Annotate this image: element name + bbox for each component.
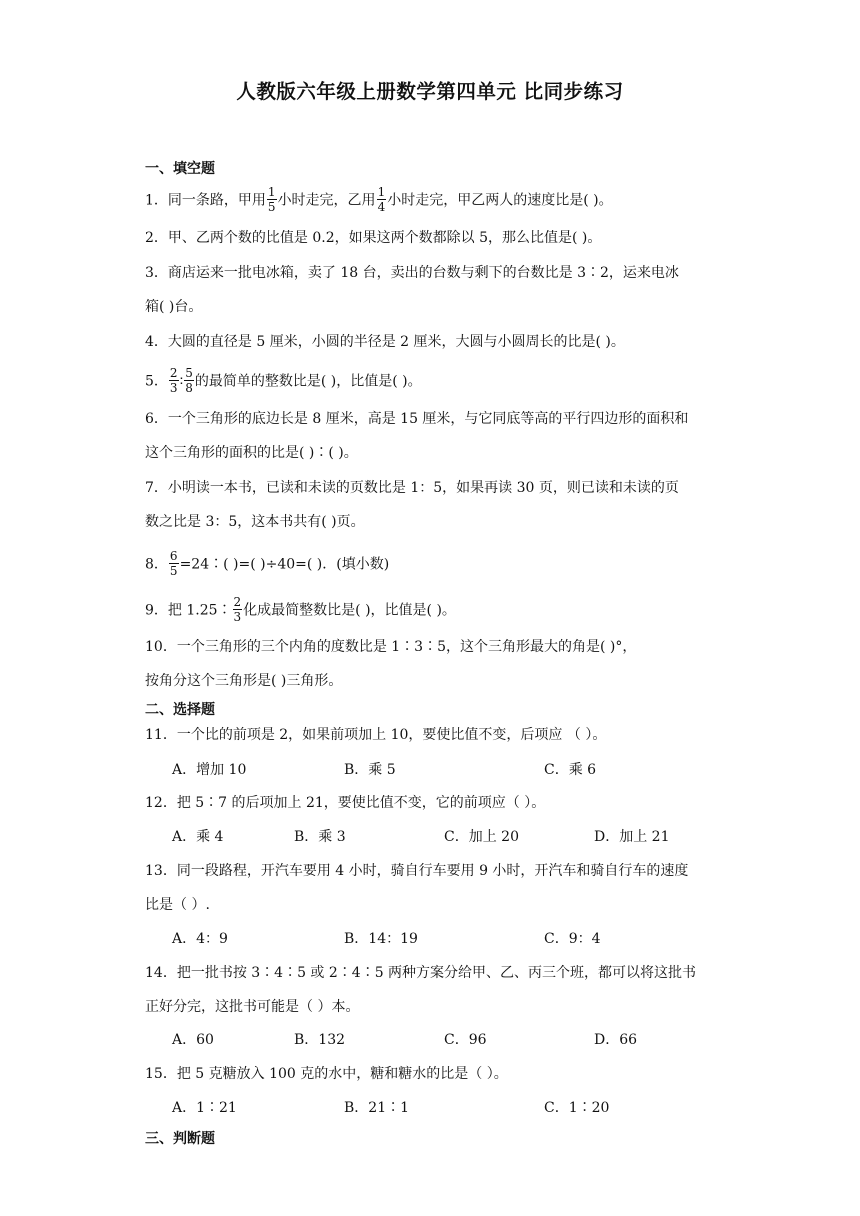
q12-option-b[interactable]: B．乘 3 bbox=[294, 829, 346, 845]
question-13-line-2: 比是（ ）. bbox=[145, 897, 210, 913]
section-judge: 三、判断题 bbox=[145, 1131, 215, 1147]
question-14-line-1: 14．把一批书按 3∶4∶5 或 2∶4∶5 两种方案分给甲、乙、丙三个班，都可以将这批书 bbox=[145, 965, 697, 981]
question-13-line-1: 13．同一段路程，开汽车要用 4 小时，骑自行车要用 9 小时，开汽车和骑自行车的速度 bbox=[145, 863, 689, 879]
q11-option-a[interactable]: A．增加 10 bbox=[172, 762, 247, 778]
q15-option-b[interactable]: B．21∶1 bbox=[344, 1100, 410, 1116]
q13-option-c[interactable]: C．9：4 bbox=[544, 931, 601, 947]
fraction-1-5: $\frac{1}{5}$ bbox=[267, 185, 276, 214]
q12-option-c[interactable]: C．加上 20 bbox=[444, 829, 519, 845]
q13-option-b[interactable]: B．14：19 bbox=[344, 931, 418, 947]
q15-option-a[interactable]: A．1∶21 bbox=[172, 1100, 237, 1116]
q14-option-b[interactable]: B．132 bbox=[294, 1032, 346, 1048]
fraction-1-4: $\frac{1}{4}$ bbox=[377, 185, 386, 214]
q13-option-a[interactable]: A．4：9 bbox=[172, 931, 228, 947]
question-3-line-2: 箱( )台。 bbox=[145, 299, 203, 315]
fraction-6-5: $\frac{6}{5}$ bbox=[169, 549, 178, 578]
question-10-line-1: 10．一个三角形的三个内角的度数比是 1∶3∶5，这个三角形最大的角是( )°， bbox=[145, 639, 637, 655]
page-title: 人教版六年级上册数学第四单元 比同步练习 bbox=[236, 80, 624, 103]
q14-option-c[interactable]: C．96 bbox=[444, 1032, 487, 1048]
fraction-2-3: $\frac{2}{3}$ bbox=[169, 366, 178, 395]
question-9: 9．把 1.25∶ $\frac{2}{3}$ 化成最简整数比是( )，比值是( )。 bbox=[145, 595, 456, 624]
section-fill-in: 一、填空题 bbox=[145, 161, 215, 177]
question-2: 2．甲、乙两个数的比值是 0.2，如果这两个数都除以 5，那么比值是( )。 bbox=[145, 230, 602, 246]
q12-option-d[interactable]: D．加上 21 bbox=[594, 829, 670, 845]
question-4: 4．大圆的直径是 5 厘米，小圆的半径是 2 厘米，大圆与小圆周长的比是( )。 bbox=[145, 334, 625, 350]
question-6-line-2: 这个三角形的面积的比是( )∶( )。 bbox=[145, 445, 358, 461]
q14-option-d[interactable]: D．66 bbox=[594, 1032, 638, 1048]
q15-option-c[interactable]: C．1∶20 bbox=[544, 1100, 610, 1116]
question-8: 8． $\frac{6}{5}$ =24∶( )=( )÷40=( )．(填小数) bbox=[145, 549, 390, 578]
fraction-2-3-q9: $\frac{2}{3}$ bbox=[233, 595, 242, 624]
question-11: 11．一个比的前项是 2，如果前项加上 10，要使比值不变，后项应 （ ）。 bbox=[145, 727, 607, 743]
question-10-line-2: 按角分这个三角形是( )三角形。 bbox=[145, 673, 343, 689]
question-3-line-1: 3．商店运来一批电冰箱，卖了 18 台，卖出的台数与剩下的台数比是 3∶2，运来电冰 bbox=[145, 265, 679, 281]
question-6-line-1: 6．一个三角形的底边长是 8 厘米，高是 15 厘米，与它同底等高的平行四边形的面积和 bbox=[145, 411, 689, 427]
question-5: 5． $\frac{2}{3}$ ∶ $\frac{5}{8}$ 的最简单的整数比是( )，比值是( )。 bbox=[145, 366, 422, 395]
question-14-line-2: 正好分完，这批书可能是（ ）本。 bbox=[145, 999, 360, 1015]
question-7-line-2: 数之比是 3：5，这本书共有( )页。 bbox=[145, 514, 365, 530]
q11-option-b[interactable]: B．乘 5 bbox=[344, 762, 396, 778]
question-1: 1．同一条路，甲用 $\frac{1}{5}$ 小时走完，乙用 $\frac{1}{4}$ 小时走完，甲乙两人的速度比是( )。 bbox=[145, 185, 613, 214]
question-12: 12．把 5∶7 的后项加上 21，要使比值不变，它的前项应（ ）。 bbox=[145, 795, 546, 811]
question-7-line-1: 7．小明读一本书，已读和未读的页数比是 1：5，如果再读 30 页，则已读和未读的页 bbox=[145, 480, 679, 496]
section-choice: 二、选择题 bbox=[145, 702, 215, 718]
q12-option-a[interactable]: A．乘 4 bbox=[172, 829, 224, 845]
q11-option-c[interactable]: C．乘 6 bbox=[544, 762, 597, 778]
question-15: 15．把 5 克糖放入 100 克的水中，糖和糖水的比是（ ）。 bbox=[145, 1066, 508, 1082]
q14-option-a[interactable]: A．60 bbox=[172, 1032, 214, 1048]
fraction-5-8: $\frac{5}{8}$ bbox=[185, 366, 193, 395]
